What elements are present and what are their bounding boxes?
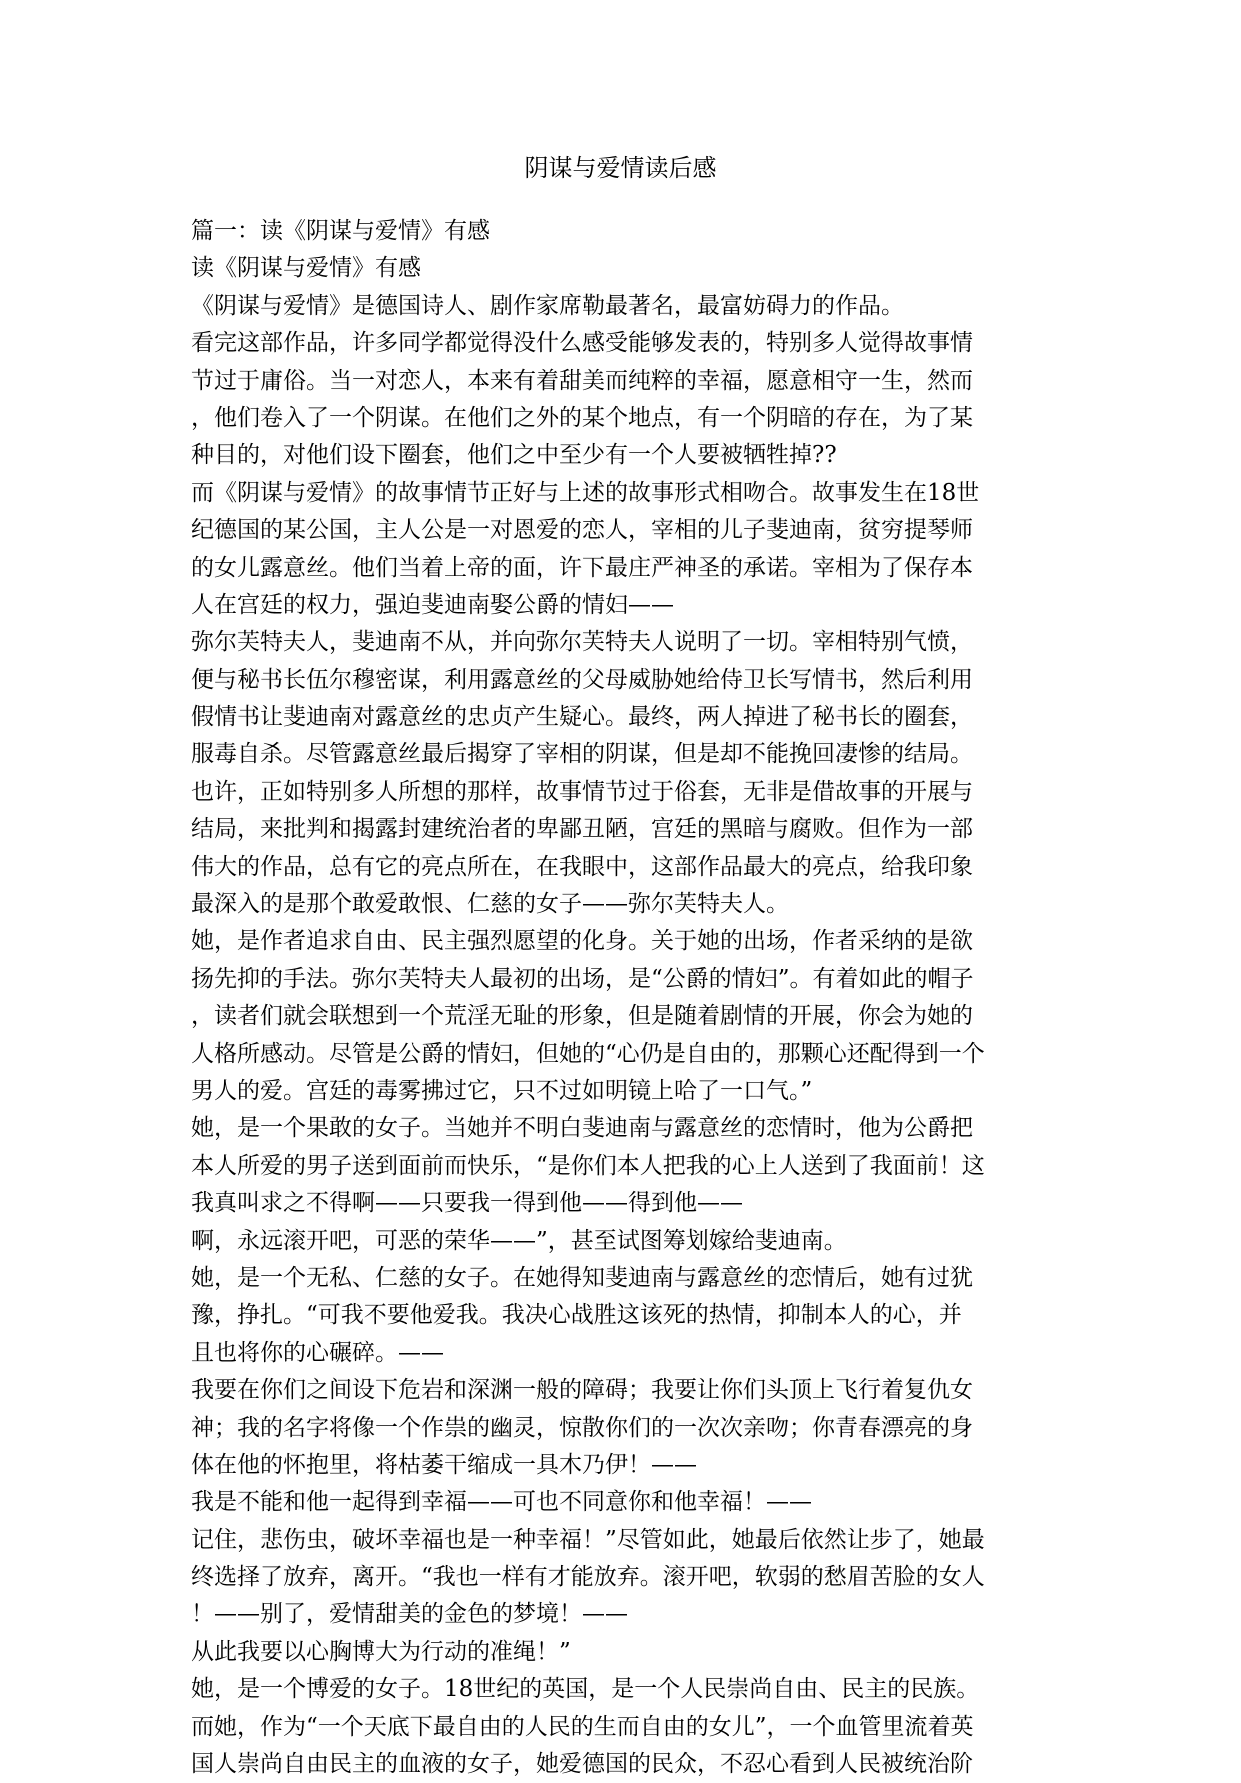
document-body (191, 213, 1061, 1783)
text-line: 结局，来批判和揭露封建统治者的卑鄙丑陋，宫廷的黑暗与腐败。但作为一部 (191, 816, 973, 843)
text-line: ，读者们就会联想到一个荒淫无耻的形象，但是随着剧情的开展，你会为她的 (191, 1003, 973, 1030)
text-line: 纪德国的某公国，主人公是一对恩爱的恋人，宰相的儿子斐迪南，贫穷提琴师 (191, 517, 973, 544)
text-line: 国人崇尚自由民主的血液的女子，她爱德国的民众，不忍心看到人民被统治阶 (191, 1751, 973, 1778)
text-line: 种目的，对他们设下圈套，他们之中至少有一个人要被牺牲掉?? (191, 442, 837, 469)
text-line: 男人的爱。宫廷的毒雾拂过它，只不过如明镜上哈了一口气。” (191, 1077, 813, 1104)
text-line: 她，是一个博爱的女子。18世纪的英国，是一个人民崇尚自由、民主的民族。 (191, 1676, 980, 1703)
text-line: 她，是一个无私、仁慈的女子。在她得知斐迪南与露意丝的恋情后，她有过犹 (191, 1264, 973, 1291)
text-line: 假情书让斐迪南对露意丝的忠贞产生疑心。最终，两人掉进了秘书长的圈套， (191, 704, 973, 731)
text-line: 我真叫求之不得啊——只要我一得到他——得到他—— (191, 1190, 743, 1217)
text-line: 从此我要以心胸博大为行动的准绳！” (191, 1638, 571, 1665)
text-line: 人格所感动。尽管是公爵的情妇，但她的“心仍是自由的，那颗心还配得到一个 (191, 1040, 985, 1067)
text-line: 《阴谋与爱情》是德国诗人、剧作家席勒最著名，最富妨碍力的作品。 (191, 292, 904, 319)
text-line: 而《阴谋与爱情》的故事情节正好与上述的故事形式相吻合。故事发生在18世 (191, 479, 980, 506)
text-line: 最深入的是那个敢爱敢恨、仁慈的女子——弥尔芙特夫人。 (191, 891, 789, 918)
text-line: 豫，挣扎。“可我不要他爱我。我决心战胜这该死的热情，抑制本人的心，并 (191, 1302, 962, 1329)
text-line: 也许，正如特别多人所想的那样，故事情节过于俗套，无非是借故事的开展与 (191, 778, 973, 805)
text-line: 我是不能和他一起得到幸福——可也不同意你和他幸福！—— (191, 1489, 812, 1516)
text-line: 啊，永远滚开吧，可恶的荣华——”，甚至试图筹划嫁给斐迪南。 (191, 1227, 847, 1254)
text-line: 终选择了放弃，离开。“我也一样有才能放弃。滚开吧，软弱的愁眉苦脸的女人 (191, 1564, 985, 1591)
document-title: 阴谋与爱情读后感 (524, 154, 717, 182)
text-line: 记住，悲伤虫，破坏幸福也是一种幸福！”尽管如此，她最后依然让步了，她最 (191, 1526, 985, 1553)
text-line: ，他们卷入了一个阴谋。在他们之外的某个地点，有一个阴暗的存在，为了某 (191, 404, 973, 431)
text-line: 扬先抑的手法。弥尔芙特夫人最初的出场，是“公爵的情妇”。有着如此的帽子 (191, 965, 974, 992)
text-line: 她，是一个果敢的女子。当她并不明白斐迪南与露意丝的恋情时，他为公爵把 (191, 1115, 973, 1142)
text-line: 看完这部作品，许多同学都觉得没什么感受能够发表的，特别多人觉得故事情 (191, 330, 973, 357)
text-line: 神；我的名字将像一个作祟的幽灵，惊散你们的一次次亲吻；你青春漂亮的身 (191, 1414, 973, 1441)
text-line: 她，是作者追求自由、民主强烈愿望的化身。关于她的出场，作者采纳的是欲 (191, 928, 973, 955)
text-line: 读《阴谋与爱情》有感 (191, 255, 421, 282)
text-line: 人在宫廷的权力，强迫斐迪南娶公爵的情妇—— (191, 591, 674, 618)
text-line: 而她，作为“一个天底下最自由的人民的生而自由的女儿”，一个血管里流着英 (191, 1713, 974, 1740)
text-line: 服毒自杀。尽管露意丝最后揭穿了宰相的阴谋，但是却不能挽回凄惨的结局。 (191, 741, 973, 768)
text-line: 的女儿露意丝。他们当着上帝的面，许下最庄严神圣的承诺。宰相为了保存本 (191, 554, 973, 581)
text-line: 节过于庸俗。当一对恋人，本来有着甜美而纯粹的幸福，愿意相守一生，然而 (191, 367, 973, 394)
text-line: 体在他的怀抱里，将枯萎干缩成一具木乃伊！—— (191, 1451, 697, 1478)
text-line: ！——别了，爱情甜美的金色的梦境！—— (191, 1601, 628, 1628)
text-line: 且也将你的心碾碎。—— (191, 1339, 444, 1366)
text-line: 弥尔芙特夫人，斐迪南不从，并向弥尔芙特夫人说明了一切。宰相特别气愤， (191, 629, 973, 656)
text-line: 我要在你们之间设下危岩和深渊一般的障碍；我要让你们头顶上飞行着复仇女 (191, 1377, 973, 1404)
text-line: 篇一：读《阴谋与爱情》有感 (191, 218, 490, 244)
text-line: 便与秘书长伍尔穆密谋，利用露意丝的父母威胁她给侍卫长写情书，然后利用 (191, 666, 973, 693)
text-line: 伟大的作品，总有它的亮点所在，在我眼中，这部作品最大的亮点，给我印象 (191, 853, 973, 880)
text-line: 本人所爱的男子送到面前而快乐，“是你们本人把我的心上人送到了我面前！这 (191, 1152, 985, 1179)
